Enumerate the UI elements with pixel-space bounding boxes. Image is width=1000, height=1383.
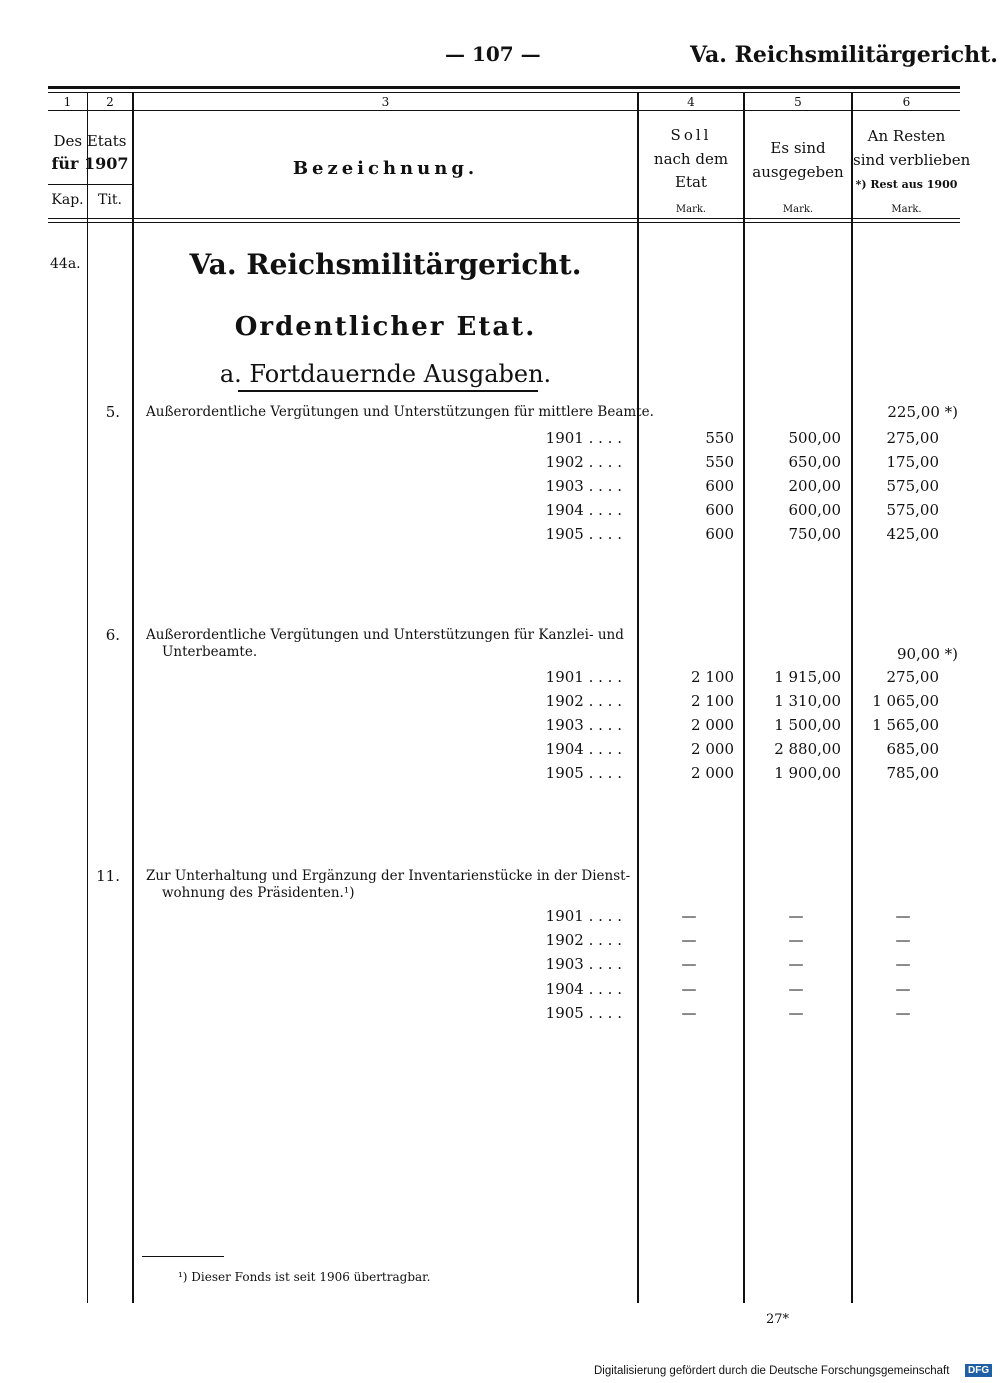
header-resten-3: *) Rest aus 1900 [855, 178, 958, 191]
year-label: 1902 . . . . [545, 692, 622, 710]
sub-title-underline [238, 390, 538, 392]
rest-value: — [895, 931, 911, 949]
soll-value: — [681, 1004, 697, 1022]
header-rule-2 [48, 222, 960, 223]
year-label: 1905 . . . . [545, 1004, 622, 1022]
item-description-cont: wohnung des Präsidenten.¹) [162, 885, 355, 901]
tit-number: 5. [105, 403, 120, 421]
rest-value: 1 565,00 [872, 716, 939, 734]
signature-mark: 27* [766, 1312, 790, 1327]
ausgegeben-value: 600,00 [788, 501, 841, 519]
item-description: Außerordentliche Vergütungen und Unterstützungen für Kanzlei- und [146, 627, 624, 643]
colnum-5: 5 [794, 95, 802, 109]
header-mark-4: Mark. [675, 204, 707, 215]
year-label: 1904 . . . . [545, 501, 622, 519]
header-des-etats: Des Etats [53, 132, 127, 150]
soll-value: — [681, 955, 697, 973]
soll-value: 2 100 [691, 668, 734, 686]
ausgegeben-value: 1 500,00 [774, 716, 841, 734]
year-label: 1903 . . . . [545, 955, 622, 973]
year-label: 1902 . . . . [545, 453, 622, 471]
year-label: 1904 . . . . [545, 740, 622, 758]
col-sep-1-2 [87, 93, 88, 1303]
ausgegeben-value: — [788, 1004, 804, 1022]
rest-value: 785,00 [886, 764, 939, 782]
soll-value: 600 [705, 501, 734, 519]
sub-title: a. Fortdauernde Ausgaben. [219, 360, 552, 388]
header-kap: Kap. [51, 192, 84, 208]
ausgegeben-value: — [788, 907, 804, 925]
footnote-rule [142, 1256, 224, 1257]
soll-value: 550 [705, 453, 734, 471]
header-soll-3: Etat [675, 173, 707, 191]
rest-value: 575,00 [886, 477, 939, 495]
ausgegeben-value: 1 915,00 [774, 668, 841, 686]
year-label: 1905 . . . . [545, 764, 622, 782]
rest-value: — [895, 980, 911, 998]
soll-value: 2 000 [691, 764, 734, 782]
soll-value: 600 [705, 525, 734, 543]
ausgegeben-value: — [788, 980, 804, 998]
ausgegeben-value: 2 880,00 [774, 740, 841, 758]
item-description: Zur Unterhaltung und Ergänzung der Inventarienstücke in der Dienst- [146, 868, 631, 884]
colnum-3: 3 [381, 95, 390, 109]
tit-number: 11. [96, 867, 120, 885]
tit-number: 6. [105, 626, 120, 644]
soll-value: 2 100 [691, 692, 734, 710]
header-soll-1: Soll [670, 126, 712, 144]
rest-value: — [895, 907, 911, 925]
ausgegeben-value: — [788, 931, 804, 949]
colnum-rule [48, 110, 960, 111]
rest-value: 425,00 [886, 525, 939, 543]
colnum-6: 6 [902, 95, 911, 109]
colnum-2: 2 [106, 95, 114, 109]
etats-rule [48, 184, 132, 185]
ausgegeben-value: 500,00 [788, 429, 841, 447]
colnum-1: 1 [63, 95, 72, 109]
colnum-4: 4 [687, 95, 695, 109]
rest-value: 275,00 [886, 668, 939, 686]
rest-value: — [895, 955, 911, 973]
item-description-cont: Unterbeamte. [162, 644, 258, 660]
chapter-title: Va. Reichsmilitärgericht. [690, 42, 998, 68]
soll-value: — [681, 980, 697, 998]
section-title: Va. Reichsmilitärgericht. [189, 248, 582, 281]
page-number: — 107 — [445, 42, 541, 66]
rest-value: 175,00 [886, 453, 939, 471]
header-rule-1 [48, 218, 960, 219]
soll-value: 600 [705, 477, 734, 495]
year-label: 1904 . . . . [545, 980, 622, 998]
year-label: 1905 . . . . [545, 525, 622, 543]
rest-value: — [895, 1004, 911, 1022]
rest-value: 685,00 [886, 740, 939, 758]
header-resten-2: sind verblieben [853, 151, 971, 169]
header-resten-1: An Resten [867, 127, 946, 145]
ausgegeben-value: 200,00 [788, 477, 841, 495]
ausgegeben-value: — [788, 955, 804, 973]
header-bezeichnung: Bezeichnung. [292, 158, 479, 179]
header-tit: Tit. [98, 192, 122, 208]
rest-1900: 90,00 *) [896, 645, 958, 663]
header-fuer-1907: für 1907 [51, 154, 129, 173]
header-ausgegeben-1: Es sind [770, 139, 826, 157]
rest-value: 575,00 [886, 501, 939, 519]
item-description: Außerordentliche Vergütungen und Unterstützungen für mittlere Beamte. [146, 404, 654, 420]
ausgegeben-value: 1 310,00 [774, 692, 841, 710]
ausgegeben-value: 1 900,00 [774, 764, 841, 782]
kap-number: 44a. [50, 256, 81, 272]
soll-value: 2 000 [691, 716, 734, 734]
soll-value: 2 000 [691, 740, 734, 758]
soll-value: — [681, 907, 697, 925]
ausgegeben-value: 650,00 [788, 453, 841, 471]
ausgegeben-value: 750,00 [788, 525, 841, 543]
year-label: 1902 . . . . [545, 931, 622, 949]
rest-value: 275,00 [886, 429, 939, 447]
top-rule-thick [48, 86, 960, 89]
soll-value: — [681, 931, 697, 949]
year-label: 1903 . . . . [545, 477, 622, 495]
etat-title: Ordentlicher Etat. [234, 312, 537, 342]
top-rule-thin [48, 92, 960, 93]
header-mark-5: Mark. [782, 204, 814, 215]
header-mark-6: Mark. [891, 204, 922, 215]
year-label: 1901 . . . . [545, 907, 622, 925]
footnote: ¹) Dieser Fonds ist seit 1906 übertragbar. [178, 1270, 431, 1284]
soll-value: 550 [705, 429, 734, 447]
year-label: 1901 . . . . [545, 668, 622, 686]
rest-1900: 225,00 *) [887, 403, 958, 421]
dfg-logo: DFG [965, 1364, 992, 1377]
header-soll-2: nach dem [653, 150, 729, 168]
year-label: 1903 . . . . [545, 716, 622, 734]
year-label: 1901 . . . . [545, 429, 622, 447]
digitization-credit: Digitalisierung gefördert durch die Deutsche Forschungsgemeinschaft [594, 1365, 950, 1377]
rest-value: 1 065,00 [872, 692, 939, 710]
header-ausgegeben-2: ausgegeben [752, 163, 844, 181]
